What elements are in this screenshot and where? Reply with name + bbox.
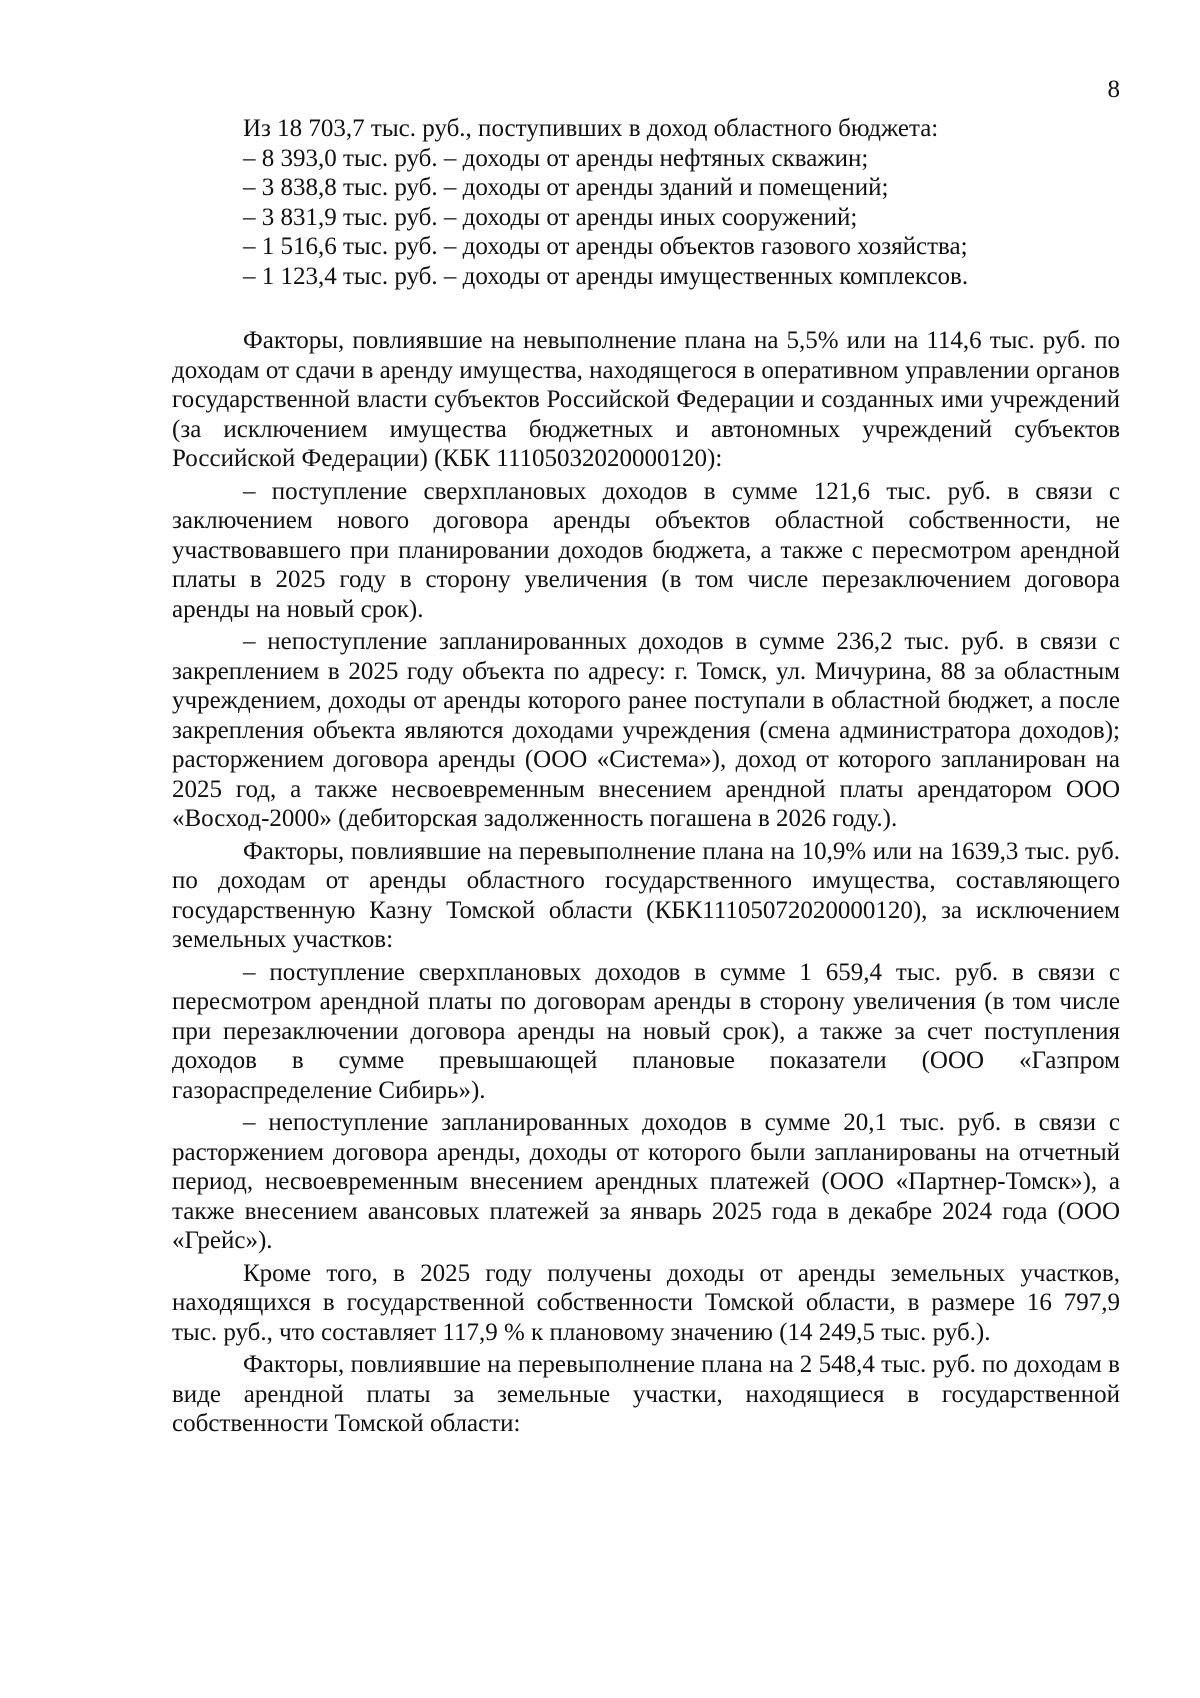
paragraph: Факторы, повлиявшие на перевыполнение плана на 10,9% или на 1639,3 тыс. руб. по доходам от аренды областного государственного имущества, составляющего государственную Казну Томской области (КБК11105072020000120), за исключением земельных участков:: [172, 837, 1120, 953]
page-number: 8: [1107, 76, 1120, 103]
income-list: [243, 114, 1133, 291]
paragraph: – поступление сверхплановых доходов в сумме 1 659,4 тыс. руб. в связи с пересмотром арендной платы по договорам аренды в сторону увеличения (в том числе при перезаключении договора аренды на новый срок), а также за счет поступления доходов в сумме превышающей плановые показатели (ООО «Газпром газораспределение Сибирь»).: [172, 958, 1120, 1104]
paragraph: Факторы, повлиявшие на невыполнение плана на 5,5% или на 114,6 тыс. руб. по доходам от сдачи в аренду имущества, находящегося в оперативном управлении органов государственной власти субъектов Российской Федерации и созданных ими учреждений (за исключением имущества бюджетных и автономных учреждений субъектов Российской Федерации) (КБК 11105032020000120):: [172, 327, 1120, 472]
list-item: – 3 838,8 тыс. руб. – доходы от аренды зданий и помещений;: [243, 174, 889, 201]
list-item: – 1 123,4 тыс. руб. – доходы от аренды имущественных комплексов.: [243, 262, 969, 290]
list-item: – 3 831,9 тыс. руб. – доходы от аренды иных сооружений;: [243, 203, 858, 231]
paragraph: – непоступление запланированных доходов в сумме 236,2 тыс. руб. в связи с закреплением в 2025 году объекта по адресу: г. Томск, ул. Мичурина, 88 за областным учреждением, доходы от аренды которого ранее поступали в областной бюджет, а после закрепления объекта являются доходами учреждения (смена администратора доходов); расторжением договора аренды (ООО «Система»), доход от которого запланирован на 2025 год, а также несвоевременным внесением арендной платы арендатором ООО «Восход-2000» (дебиторская задолженность погашена в 2026 году.).: [172, 628, 1120, 832]
paragraph: Кроме того, в 2025 году получены доходы от аренды земельных участков, находящихся в государственной собственности Томской области, в размере 16 797,9 тыс. руб., что составляет 117,9 % к плановому значению (14 249,5 тыс. руб.).: [172, 1259, 1120, 1346]
paragraph: Факторы, повлиявшие на перевыполнение плана на 2 548,4 тыс. руб. по доходам в виде арендной платы за земельные участки, находящиеся в государственной собственности Томской области:: [172, 1351, 1120, 1437]
paragraph: – поступление сверхплановых доходов в сумме 121,6 тыс. руб. в связи с заключением нового договора аренды объектов областной собственности, не участвовавшего при планировании доходов бюджета, а также с пересмотром арендной платы в 2025 году в сторону увеличения (в том числе перезаключением договора аренды на новый срок).: [172, 477, 1120, 623]
list-item: – 8 393,0 тыс. руб. – доходы от аренды нефтяных скважин;: [243, 144, 869, 172]
list-intro: Из 18 703,7 тыс. руб., поступивших в доход областного бюджета:: [243, 115, 939, 142]
body-text: [172, 326, 1120, 1439]
paragraph: – непоступление запланированных доходов в сумме 20,1 тыс. руб. в связи с расторжением договора аренды, доходы от которого были запланированы на отчетный период, несвоевременным внесением арендных платежей (ООО «Партнер-Томск»), а также внесением авансовых платежей за январь 2025 года в декабре 2024 года (ООО «Грейс»).: [172, 1109, 1120, 1254]
list-item: – 1 516,6 тыс. руб. – доходы от аренды объектов газового хозяйства;: [243, 233, 968, 260]
